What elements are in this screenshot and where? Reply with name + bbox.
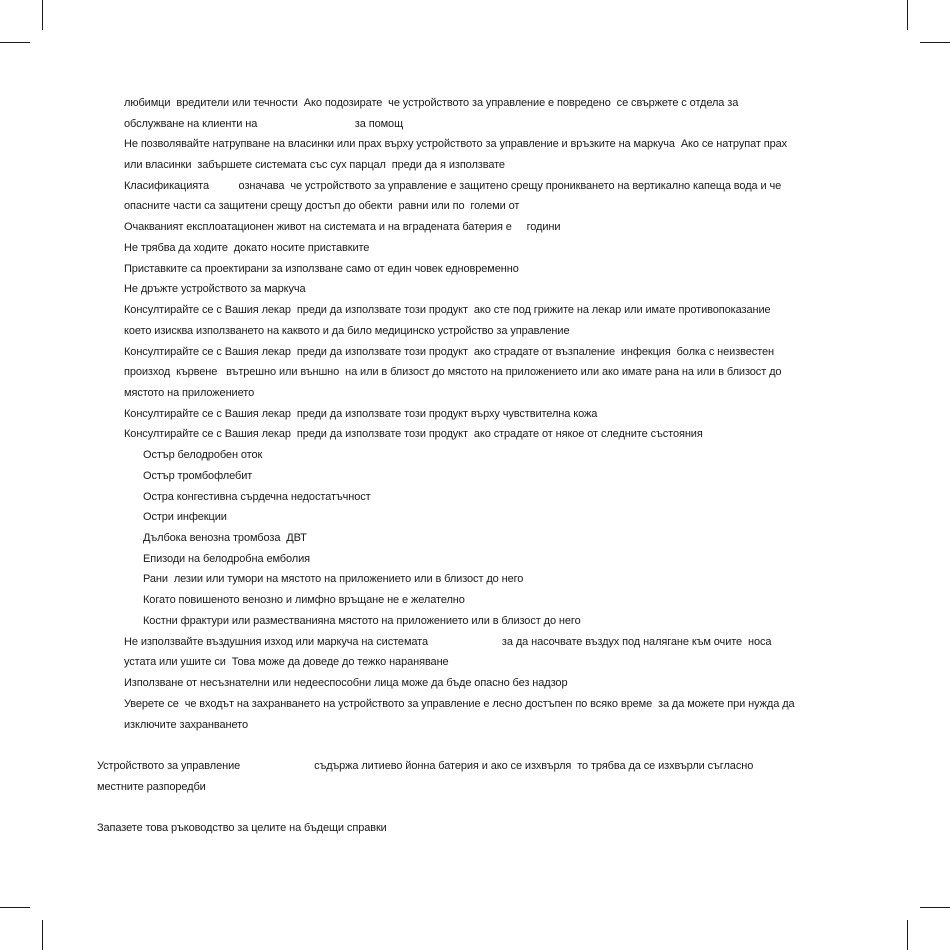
text-line: изключите захранването: [124, 719, 248, 731]
crop-mark-bottom-right-horizontal: [920, 907, 950, 908]
text-line: Не използвайте въздушния изход или маркуча на системата за да насочвате въздух под налягане към очите носа: [124, 636, 772, 648]
crop-mark-bottom-left-horizontal: [0, 907, 30, 908]
text-line: Приставките са проектирани за използване само от един човек едновременно: [124, 263, 519, 275]
crop-mark-bottom-right-vertical: [907, 920, 908, 950]
text-line: Остър тромбофлебит: [143, 470, 253, 482]
text-line: Остър белодробен оток: [143, 449, 263, 461]
text-line: Остра конгестивна сърдечна недостатъчност: [143, 491, 371, 503]
crop-mark-top-left-horizontal: [0, 42, 30, 43]
text-line: местните разпоредби: [97, 781, 206, 793]
text-line: Консултирайте се с Вашия лекар преди да използвате този продукт ако сте под грижите на лекар или имате противопоказание: [124, 304, 771, 316]
text-line: Консултирайте се с Вашия лекар преди да използвате този продукт върху чувствителна кожа: [124, 408, 598, 420]
text-line: Запазете това ръководство за целите на бъдещи справки: [97, 822, 387, 834]
text-line: произход кървене вътрешно или външно на или в близост до мястото на приложението или ако имате рана на или в близост до: [124, 366, 782, 378]
crop-mark-top-right-horizontal: [920, 42, 950, 43]
text-line: Използване от несъзнателни или недееспособни лица може да бъде опасно без надзор: [124, 677, 568, 689]
crop-mark-top-left-vertical: [42, 0, 43, 30]
text-line: Не трябва да ходите докато носите приставките: [124, 242, 370, 254]
text-line: Уверете се че входът на захранването на устройството за управление е лесно достъпен по всяко време за да можете при нужда да: [124, 698, 795, 710]
text-line: Епизоди на белодробна емболия: [143, 553, 311, 565]
text-line: любимци вредители или течности Ако подозирате че устройството за управление е повредено се свържете с отдела за: [124, 97, 739, 109]
text-line: Класификацията означава че устройството за управление е защитено срещу проникването на вертикално капеща вода и че: [124, 180, 782, 192]
text-line: обслужване на клиенти на за помощ: [124, 118, 404, 130]
text-line: или власинки забършете системата със сух парцал преди да я използвате: [124, 159, 505, 171]
crop-mark-bottom-left-vertical: [42, 920, 43, 950]
text-line: Очакваният експлоатационен живот на системата и на вградената батерия е години: [124, 221, 561, 233]
text-line: мястото на приложението: [124, 387, 255, 399]
text-line: Рани лезии или тумори на мястото на приложението или в близост до него: [143, 573, 524, 585]
text-line: което изисква използването на каквото и да било медицинско устройство за управление: [124, 325, 570, 337]
text-line: Дълбока венозна тромбоза ДВТ: [143, 532, 307, 544]
text-line: Консултирайте се с Вашия лекар преди да използвате този продукт ако страдате от възпаление инфекция болка с неизвестен: [124, 346, 774, 358]
text-line: Не позволявайте натрупване на власинки или прах върху устройството за управление и връзките на маркуча Ако се натрупат прах: [124, 138, 788, 150]
text-line: Костни фрактури или разместванияна мястото на приложението или в близост до него: [143, 615, 581, 627]
text-line: Устройството за управление съдържа литиево йонна батерия и ако се изхвърля то трябва да се изхвърли съгласно: [97, 760, 754, 772]
text-line: опасните части са защитени срещу достъп до обекти равни или по големи от: [124, 200, 520, 212]
text-line: Остри инфекции: [143, 511, 227, 523]
text-line: Не дръжте устройството за маркуча: [124, 283, 306, 295]
text-line: Консултирайте се с Вашия лекар преди да използвате този продукт ако страдате от някое от следните състояния: [124, 428, 703, 440]
text-line: Когато повишеното венозно и лимфно връщане не е желателно: [143, 594, 465, 606]
crop-mark-top-right-vertical: [907, 0, 908, 30]
text-line: устата или ушите си Това може да доведе до тежко нараняване: [124, 656, 449, 668]
